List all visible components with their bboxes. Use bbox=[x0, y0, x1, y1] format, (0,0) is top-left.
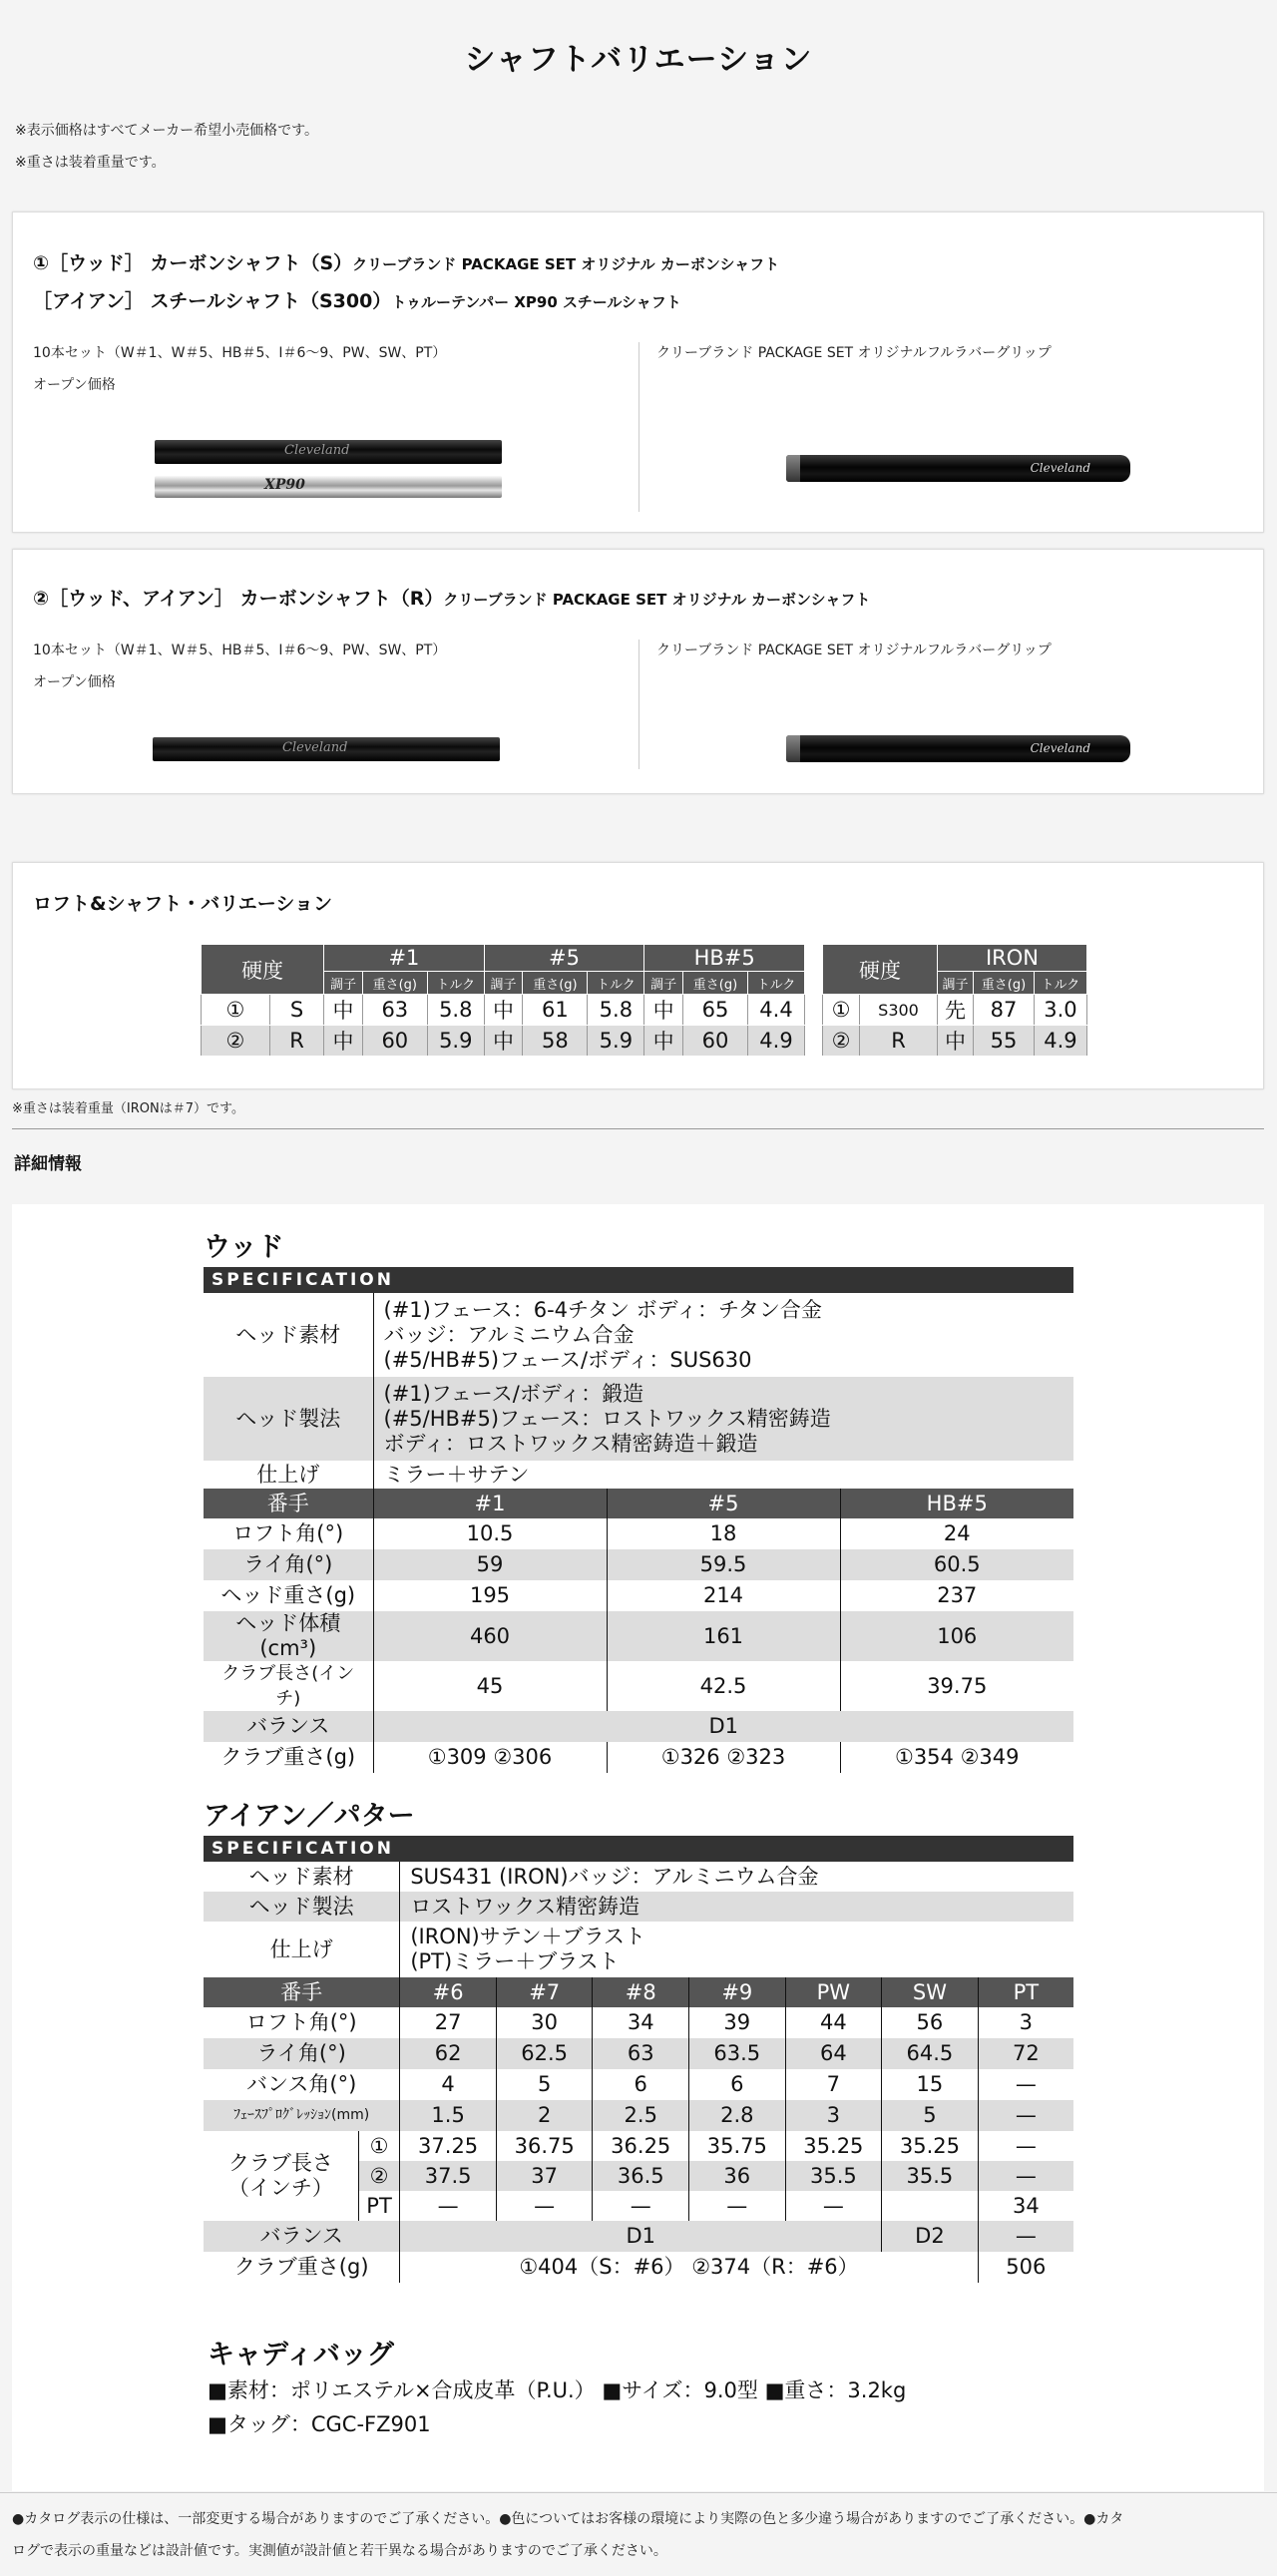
cell: PT bbox=[358, 2191, 400, 2221]
footer-line2: ログで表示の重量などは設計値です。実測値が設計値と若干異なる場合がありますのでご了承ください。 bbox=[12, 2543, 667, 2559]
cell: 35.5 bbox=[882, 2161, 979, 2191]
table-row bbox=[204, 2100, 1073, 2131]
text-line: ボディ：ロストワックス精密鋳造＋鍛造 bbox=[383, 1431, 758, 1456]
cell: — bbox=[978, 2069, 1073, 2100]
table-row bbox=[204, 1977, 1073, 2007]
cell: — bbox=[978, 2131, 1073, 2161]
cell: 18 bbox=[607, 1518, 840, 1549]
cell: 106 bbox=[840, 1611, 1073, 1661]
cell: #1 bbox=[373, 1489, 607, 1518]
shaft-logo: Cleveland bbox=[282, 740, 348, 755]
cell: 4.4 bbox=[748, 995, 805, 1026]
sub-header: トルク bbox=[588, 972, 644, 995]
cell: 45 bbox=[373, 1661, 607, 1711]
cell: 39 bbox=[689, 2007, 786, 2038]
cell: D1 bbox=[373, 1711, 1073, 1742]
row-label: ヘッド素材 bbox=[204, 1293, 373, 1377]
row-label: ライ角(°) bbox=[204, 1549, 373, 1580]
cell: 214 bbox=[607, 1580, 840, 1611]
table-row bbox=[204, 1611, 1073, 1661]
cell: 中 bbox=[484, 1026, 523, 1057]
cell: 56 bbox=[882, 2007, 979, 2038]
card1-set: 10本セット（W＃1、W＃5、HB＃5、I＃6〜9、PW、SW、PT） bbox=[33, 345, 447, 361]
cell bbox=[373, 1293, 1073, 1377]
hardness-header: 硬度 bbox=[202, 945, 324, 995]
table-row bbox=[204, 2007, 1073, 2038]
cell: 506 bbox=[978, 2252, 1073, 2283]
cell: 60.5 bbox=[840, 1549, 1073, 1580]
cell: R bbox=[860, 1026, 938, 1057]
cell: 6 bbox=[593, 2069, 689, 2100]
cell: S bbox=[269, 995, 323, 1026]
cell: ①404（S：#6） ②374（R：#6） bbox=[400, 2252, 978, 2283]
row-label: ヘッド体積(cm³) bbox=[204, 1611, 373, 1661]
loft-table-iron bbox=[822, 944, 1087, 1057]
table-row bbox=[204, 1922, 1073, 1977]
loft-table-wood bbox=[201, 944, 805, 1057]
grip-logo: Cleveland bbox=[1030, 741, 1090, 755]
cell: 64.5 bbox=[882, 2038, 979, 2069]
cell: 27 bbox=[400, 2007, 497, 2038]
card2-set: 10本セット（W＃1、W＃5、HB＃5、I＃6〜9、PW、SW、PT） bbox=[33, 643, 447, 658]
sub-header: 重さ(g) bbox=[682, 972, 747, 995]
card2-grip-label: クリーブランド PACKAGE SET オリジナルフルラバーグリップ bbox=[656, 643, 1052, 658]
iron-spec-table bbox=[204, 1862, 1073, 2283]
cell: PW bbox=[785, 1977, 882, 2007]
cell: 37.5 bbox=[400, 2161, 497, 2191]
cell: SW bbox=[882, 1977, 979, 2007]
cell: 5.8 bbox=[427, 995, 484, 1026]
cell: SUS431 (IRON)バッジ：アルミニウム合金 bbox=[400, 1862, 1073, 1892]
text-line: (#5/HB#5)フェース：ロストワックス精密鋳造 bbox=[383, 1406, 831, 1431]
cell: 36 bbox=[689, 2161, 786, 2191]
sub-header: トルク bbox=[748, 972, 805, 995]
cell: 60 bbox=[682, 1026, 747, 1057]
weight-note: ※重さは装着重量です。 bbox=[15, 155, 166, 171]
card2-line1-main: ②［ウッド、アイアン］ カーボンシャフト（R） bbox=[33, 588, 444, 610]
row-label: 番手 bbox=[204, 1489, 373, 1518]
text-line: クラブ長さ bbox=[227, 2151, 333, 2175]
cell: — bbox=[400, 2191, 497, 2221]
card1-price: オープン価格 bbox=[33, 377, 116, 393]
row-label bbox=[204, 2131, 358, 2221]
cell: 中 bbox=[937, 1026, 973, 1057]
cell: 161 bbox=[607, 1611, 840, 1661]
cell: 44 bbox=[785, 2007, 882, 2038]
row-label: ヘッド素材 bbox=[204, 1862, 400, 1892]
cell: 24 bbox=[840, 1518, 1073, 1549]
text-line: (IRON)サテン＋ブラスト bbox=[410, 1925, 646, 1948]
footer-line1: ●カタログ表示の仕様は、一部変更する場合がありますのでご了承ください。●色についてはお客様の環境により実際の色と多少違う場合がありますのでご了承ください。●カタ bbox=[12, 2511, 1124, 2527]
cell bbox=[882, 2191, 979, 2221]
hardness-header: 硬度 bbox=[823, 945, 938, 995]
cell: 59 bbox=[373, 1549, 607, 1580]
text-line: (#1)フェース/ボディ：鍛造 bbox=[383, 1381, 644, 1406]
cell: 先 bbox=[937, 995, 973, 1026]
row-label: ライ角(°) bbox=[204, 2038, 400, 2069]
row-label: ヘッド重さ(g) bbox=[204, 1580, 373, 1611]
bag-heading: キャディバッグ bbox=[208, 2340, 394, 2370]
cell: 10.5 bbox=[373, 1518, 607, 1549]
row-label: ロフト角(°) bbox=[204, 1518, 373, 1549]
loft-note: ※重さは装着重量（IRONは＃7）です。 bbox=[12, 1101, 244, 1116]
cell: — bbox=[496, 2191, 593, 2221]
cell: 64 bbox=[785, 2038, 882, 2069]
cell: 63.5 bbox=[689, 2038, 786, 2069]
group-header: IRON bbox=[937, 945, 1086, 972]
row-label: 番手 bbox=[204, 1977, 400, 2007]
cell: #5 bbox=[607, 1489, 840, 1518]
sub-header: トルク bbox=[427, 972, 484, 995]
shaft-logo: Cleveland bbox=[284, 443, 350, 458]
cell: 39.75 bbox=[840, 1661, 1073, 1711]
text-line: (PT)ミラー＋ブラスト bbox=[410, 1949, 620, 1973]
cell: S300 bbox=[860, 995, 938, 1026]
cell: 72 bbox=[978, 2038, 1073, 2069]
cell: 63 bbox=[593, 2038, 689, 2069]
cell: 35.5 bbox=[785, 2161, 882, 2191]
page-title: シャフトバリエーション bbox=[464, 42, 813, 78]
sub-header: 重さ(g) bbox=[362, 972, 427, 995]
cell: — bbox=[593, 2191, 689, 2221]
cell: ミラー＋サテン bbox=[373, 1461, 1073, 1489]
cell bbox=[373, 1377, 1073, 1461]
row-label: ロフト角(°) bbox=[204, 2007, 400, 2038]
table-row bbox=[204, 1518, 1073, 1549]
cell: 237 bbox=[840, 1580, 1073, 1611]
table-row bbox=[202, 995, 805, 1026]
cell: ② bbox=[358, 2161, 400, 2191]
cell: 42.5 bbox=[607, 1661, 840, 1711]
cell: 36.5 bbox=[593, 2161, 689, 2191]
cell: D1 bbox=[400, 2221, 882, 2252]
cell: 34 bbox=[593, 2007, 689, 2038]
table-row bbox=[202, 1026, 805, 1057]
group-header: HB#5 bbox=[644, 945, 805, 972]
cell: ② bbox=[202, 1026, 270, 1057]
detail-heading: 詳細情報 bbox=[14, 1154, 82, 1174]
cell: 4 bbox=[400, 2069, 497, 2100]
cell: 3.0 bbox=[1034, 995, 1086, 1026]
row-label: バランス bbox=[204, 2221, 400, 2252]
cell bbox=[400, 1922, 1073, 1977]
bag-spec-line2: ■タッグ：CGC-FZ901 bbox=[208, 2412, 431, 2436]
table-row bbox=[823, 1026, 1087, 1057]
cell: 58 bbox=[523, 1026, 588, 1057]
divider bbox=[12, 1128, 1264, 1129]
cell: 65 bbox=[682, 995, 747, 1026]
cell: ① bbox=[358, 2131, 400, 2161]
cell: 5 bbox=[496, 2069, 593, 2100]
card1-grip-label: クリーブランド PACKAGE SET オリジナルフルラバーグリップ bbox=[656, 345, 1052, 361]
cell: PT bbox=[978, 1977, 1073, 2007]
table-row bbox=[204, 1892, 1073, 1922]
cell: 5.9 bbox=[427, 1026, 484, 1057]
wood-spec-bar: SPECIFICATION bbox=[204, 1267, 1073, 1293]
table-row bbox=[204, 2069, 1073, 2100]
cell: 195 bbox=[373, 1580, 607, 1611]
cell: #7 bbox=[496, 1977, 593, 2007]
cell: 30 bbox=[496, 2007, 593, 2038]
cell: 87 bbox=[974, 995, 1035, 1026]
steel-shaft-image bbox=[155, 476, 502, 498]
text-line: (#5/HB#5)フェース/ボディ：SUS630 bbox=[383, 1347, 752, 1372]
group-header: #5 bbox=[484, 945, 644, 972]
table-row bbox=[204, 1742, 1073, 1773]
grip-logo: Cleveland bbox=[1030, 461, 1090, 475]
divider bbox=[638, 640, 639, 769]
table-row bbox=[204, 1862, 1073, 1892]
row-label: バンス角(°) bbox=[204, 2069, 400, 2100]
cell: ①354 ②349 bbox=[840, 1742, 1073, 1773]
cell: HB#5 bbox=[840, 1489, 1073, 1518]
table-row bbox=[204, 1489, 1073, 1518]
cell: — bbox=[689, 2191, 786, 2221]
cell: 6 bbox=[689, 2069, 786, 2100]
cell: 5.9 bbox=[588, 1026, 644, 1057]
table-row bbox=[204, 1549, 1073, 1580]
price-note: ※表示価格はすべてメーカー希望小売価格です。 bbox=[15, 123, 319, 139]
cell: D2 bbox=[882, 2221, 979, 2252]
row-label: ﾌｪｰｽﾌﾟﾛｸﾞﾚｯｼｮﾝ(mm) bbox=[204, 2100, 400, 2131]
table-row bbox=[204, 2038, 1073, 2069]
cell: 59.5 bbox=[607, 1549, 840, 1580]
cell: 中 bbox=[644, 1026, 683, 1057]
row-label: バランス bbox=[204, 1711, 373, 1742]
text-line: (#1)フェース：6-4チタン ボディ：チタン合金 bbox=[383, 1297, 822, 1322]
sub-header: 調子 bbox=[644, 972, 683, 995]
table-row bbox=[204, 1711, 1073, 1742]
cell: 61 bbox=[523, 995, 588, 1026]
card2-price: オープン価格 bbox=[33, 674, 116, 690]
table-row bbox=[204, 1461, 1073, 1489]
cell: 3 bbox=[978, 2007, 1073, 2038]
cell: 35.75 bbox=[689, 2131, 786, 2161]
cell: — bbox=[978, 2221, 1073, 2252]
carbon-shaft-image bbox=[153, 737, 500, 761]
cell: 7 bbox=[785, 2069, 882, 2100]
cell: 5 bbox=[882, 2100, 979, 2131]
wood-spec-table bbox=[204, 1293, 1073, 1773]
table-row bbox=[204, 1661, 1073, 1711]
cell: 37 bbox=[496, 2161, 593, 2191]
cell: ①326 ②323 bbox=[607, 1742, 840, 1773]
sub-header: 重さ(g) bbox=[974, 972, 1035, 995]
card2-line1-sub: クリーブランド PACKAGE SET オリジナル カーボンシャフト bbox=[443, 591, 871, 609]
cell: 中 bbox=[484, 995, 523, 1026]
table-row bbox=[204, 1377, 1073, 1461]
sub-header: 調子 bbox=[484, 972, 523, 995]
cell: 2.5 bbox=[593, 2100, 689, 2131]
cell: — bbox=[785, 2191, 882, 2221]
grip-image bbox=[786, 735, 1130, 762]
row-label: クラブ長さ(インチ) bbox=[204, 1661, 373, 1711]
card1-line1-main: ①［ウッド］ カーボンシャフト（S） bbox=[33, 252, 353, 274]
cell: 2 bbox=[496, 2100, 593, 2131]
shaft-variation-card-2 bbox=[12, 549, 1264, 794]
table-row bbox=[204, 2131, 1073, 2161]
iron-spec-bar: SPECIFICATION bbox=[204, 1836, 1073, 1862]
cell: 1.5 bbox=[400, 2100, 497, 2131]
cell: — bbox=[978, 2100, 1073, 2131]
cell: 63 bbox=[362, 995, 427, 1026]
cell: 2.8 bbox=[689, 2100, 786, 2131]
row-label: 仕上げ bbox=[204, 1461, 373, 1489]
card1-line2 bbox=[33, 286, 681, 313]
cell: 55 bbox=[974, 1026, 1035, 1057]
cell: ロストワックス精密鋳造 bbox=[400, 1892, 1073, 1922]
cell: ① bbox=[202, 995, 270, 1026]
card1-line1 bbox=[33, 248, 779, 275]
bag-spec-line1: ■素材：ポリエステル×合成皮革（P.U.） ■サイズ：9.0型 ■重さ：3.2kg bbox=[208, 2378, 907, 2402]
cell: #8 bbox=[593, 1977, 689, 2007]
text-line: （インチ） bbox=[227, 2176, 333, 2200]
sub-header: 重さ(g) bbox=[523, 972, 588, 995]
divider bbox=[0, 2492, 1277, 2493]
cell: 15 bbox=[882, 2069, 979, 2100]
cell: 35.25 bbox=[785, 2131, 882, 2161]
sub-header: 調子 bbox=[937, 972, 973, 995]
cell: ① bbox=[823, 995, 860, 1026]
cell: 62.5 bbox=[496, 2038, 593, 2069]
table-row bbox=[204, 1580, 1073, 1611]
cell: 35.25 bbox=[882, 2131, 979, 2161]
cell: 中 bbox=[324, 995, 363, 1026]
cell: 36.25 bbox=[593, 2131, 689, 2161]
cell: 36.75 bbox=[496, 2131, 593, 2161]
cell: 34 bbox=[978, 2191, 1073, 2221]
cell: 中 bbox=[324, 1026, 363, 1057]
cell: 37.25 bbox=[400, 2131, 497, 2161]
cell: 62 bbox=[400, 2038, 497, 2069]
sub-header: 調子 bbox=[324, 972, 363, 995]
table-row bbox=[204, 1293, 1073, 1377]
grip-image bbox=[786, 455, 1130, 482]
cell: ② bbox=[823, 1026, 860, 1057]
table-row bbox=[204, 2221, 1073, 2252]
cell: 中 bbox=[644, 995, 683, 1026]
cell: 4.9 bbox=[1034, 1026, 1086, 1057]
table-row bbox=[204, 2252, 1073, 2283]
group-header: #1 bbox=[324, 945, 485, 972]
row-label: ヘッド製法 bbox=[204, 1377, 373, 1461]
cell: 5.8 bbox=[588, 995, 644, 1026]
row-label: ヘッド製法 bbox=[204, 1892, 400, 1922]
text-line: バッジ：アルミニウム合金 bbox=[383, 1322, 635, 1347]
sub-header: トルク bbox=[1034, 972, 1086, 995]
row-label: 仕上げ bbox=[204, 1922, 400, 1977]
wood-heading: ウッド bbox=[204, 1232, 284, 1263]
card2-line1 bbox=[33, 584, 870, 611]
cell: #6 bbox=[400, 1977, 497, 2007]
cell: — bbox=[978, 2161, 1073, 2191]
loft-heading: ロフト&シャフト・バリエーション bbox=[33, 893, 333, 915]
shaft-variation-card-1 bbox=[12, 212, 1264, 533]
cell: 60 bbox=[362, 1026, 427, 1057]
cell: R bbox=[269, 1026, 323, 1057]
cell: 3 bbox=[785, 2100, 882, 2131]
loft-shaft-card bbox=[12, 862, 1264, 1089]
cell: 4.9 bbox=[748, 1026, 805, 1057]
card1-line2-sub: トゥルーテンパー XP90 スチールシャフト bbox=[391, 293, 681, 311]
cell: #9 bbox=[689, 1977, 786, 2007]
iron-heading: アイアン／パター bbox=[204, 1801, 415, 1832]
row-label: クラブ重さ(g) bbox=[204, 2252, 400, 2283]
card1-line2-main: ［アイアン］ スチールシャフト（S300） bbox=[33, 290, 392, 312]
card1-line1-sub: クリーブランド PACKAGE SET オリジナル カーボンシャフト bbox=[352, 255, 780, 273]
carbon-shaft-image bbox=[155, 440, 502, 464]
shaft-logo: XP90 bbox=[264, 477, 305, 493]
cell: 460 bbox=[373, 1611, 607, 1661]
table-row bbox=[823, 995, 1087, 1026]
cell: ①309 ②306 bbox=[373, 1742, 607, 1773]
row-label: クラブ重さ(g) bbox=[204, 1742, 373, 1773]
divider bbox=[638, 342, 639, 512]
